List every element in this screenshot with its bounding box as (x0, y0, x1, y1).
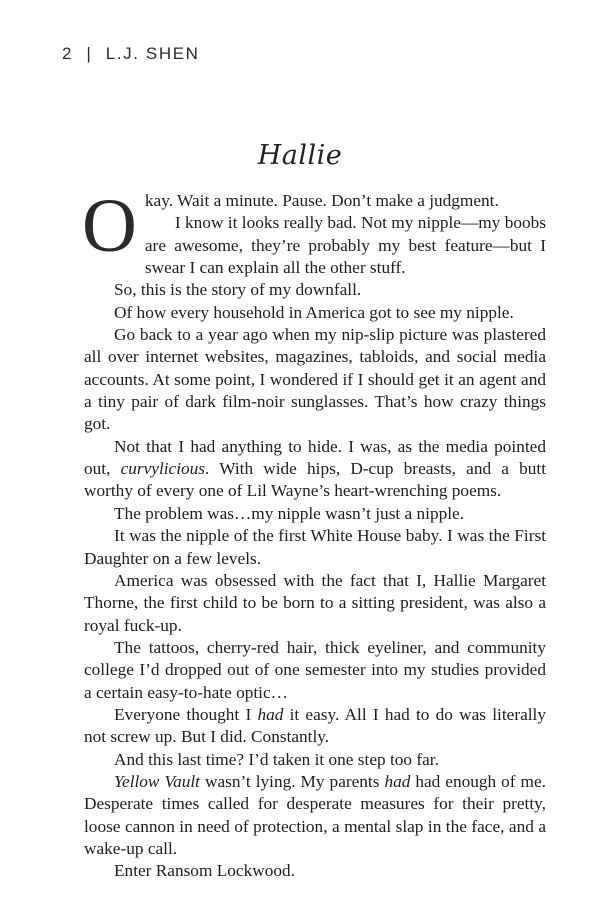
drop-cap: O (82, 184, 137, 268)
paragraph-13: Yellow Vault wasn’t lying. My parents had had enough of me. Desperate times called for desperate measures for their pretty, loose cannon in need of protection, a mental slap in the face, and a wake-up call. (84, 771, 546, 858)
paragraph-8: It was the nipple of the first White House baby. I was the First Daughter on a few levels. (84, 526, 546, 568)
page-number: 2 (62, 44, 74, 63)
author-name: L.J. SHEN (105, 44, 200, 63)
paragraph-3: So, this is the story of my downfall. (114, 280, 362, 300)
paragraph-7: The problem was…my nipple wasn’t just a nipple. (114, 503, 465, 523)
publication-title: Yellow Vault (114, 771, 200, 791)
paragraph-1: Okay. Wait a minute. Pause. Don’t make a judgment. (82, 184, 499, 268)
paragraph-2: I know it looks really bad. Not my nipple—my boobs are awesome, they’re probably my best feature—but I swear I can explain all the other stuff. (144, 213, 546, 278)
running-header (62, 44, 200, 64)
paragraph-10: The tattoos, cherry-red hair, thick eyeliner, and community college I’d dropped out of one semester into my studies provided a certain easy-to-hate optic… (84, 637, 546, 702)
paragraph-9: America was obsessed with the fact that I, Hallie Margaret Thorne, the first child to be born to a sitting president, was also a royal fuck-up. (84, 570, 546, 635)
paragraph-4: Of how every household in America got to see my nipple. (114, 302, 514, 322)
paragraph-14: Enter Ransom Lockwood. (114, 861, 295, 881)
paragraph-5: Go back to a year ago when my nip-slip picture was plastered all over internet websites, magazines, tabloids, and social media accounts. At some point, I wondered if I should get it an agent and a tiny pair of dark film-noir sunglasses. That’s how crazy things got. (84, 325, 546, 434)
header-separator: | (86, 44, 93, 63)
chapter-title: Hallie (257, 140, 343, 171)
emphasis: had (257, 704, 284, 724)
emphasis: had (384, 771, 411, 791)
paragraph-6: Not that I had anything to hide. I was, as the media pointed out, curvylicious. With wide hips, D-cup breasts, and a butt worthy of every one of Lil Wayne’s heart-wrenching poems. (84, 436, 546, 501)
emphasis: curvylicious (120, 459, 206, 479)
paragraph-12: And this last time? I’d taken it one step too far. (114, 749, 439, 769)
body-text (82, 184, 546, 883)
paragraph-11: Everyone thought I had it easy. All I had to do was literally not screw up. But I did. Constantly. (84, 704, 546, 747)
